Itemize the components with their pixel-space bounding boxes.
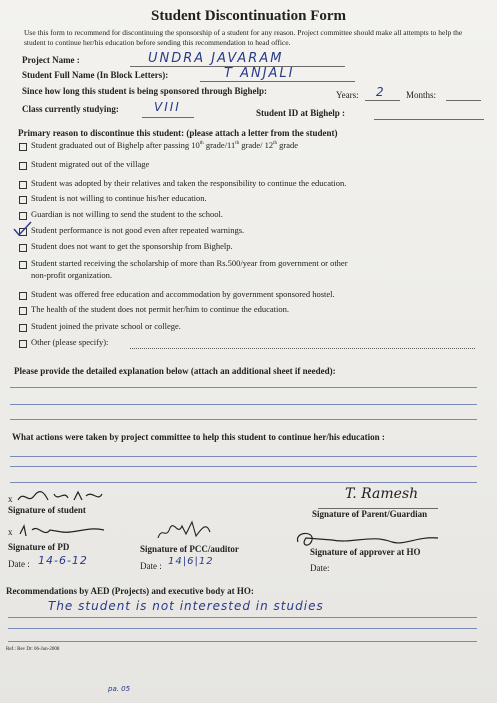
parent-signature: T. Ramesh (345, 486, 419, 502)
actions-label: What actions were taken by project committee to help this student to continue her/his education : (12, 432, 385, 442)
pcc-signature-label: Signature of PCC/auditor (140, 544, 239, 554)
pcc-date-label: Date : (140, 561, 162, 571)
reason-checkbox-health[interactable] (19, 307, 27, 315)
pd-x-mark: x (8, 527, 13, 537)
explanation-line-2[interactable] (10, 404, 477, 405)
pd-date-label: Date : (8, 559, 30, 569)
years-line (365, 100, 400, 101)
reason-not-willing-label: Student is not willing to continue his/her education. (31, 193, 207, 203)
actions-line-1[interactable] (10, 456, 477, 457)
reason-adopted-label: Student was adopted by their relatives and taken the responsibility to continue the education. (31, 178, 347, 188)
reason-health-label: The health of the student does not permit her/him to continue the education. (31, 304, 290, 314)
project-name-label: Project Name : (22, 55, 80, 65)
student-id-label: Student ID at Bighelp : (256, 108, 346, 118)
class-line (142, 117, 194, 118)
months-line (446, 100, 481, 101)
reason-checkbox-graduated[interactable] (19, 143, 27, 151)
recommendation-line-3[interactable] (8, 641, 477, 642)
footer-ref: Ref.: Rev Dt: 06-Jun-2008 (6, 647, 60, 652)
recommendation-line-2[interactable] (8, 628, 477, 629)
reason-graduated-label: Student graduated out of Bighelp after passing 10th grade/11th grade/ 12th grade (31, 140, 299, 150)
actions-line-3[interactable] (10, 482, 477, 483)
form-intro: Use this form to recommend for discontinuing the sponsorship of a student for any reason. Project committee should make all attempts to help the student to continue her/his education before sending this recommendation to head office. (24, 28, 463, 47)
pcc-signature (156, 518, 212, 544)
reason-checkbox-guardian[interactable] (19, 212, 27, 220)
approver-signature-label: Signature of approver at HO (310, 547, 421, 557)
reason-scholarship-label-cont: non-profit organization. (31, 270, 113, 280)
sponsored-label: Since how long this student is being sponsored through Bighelp: (22, 86, 267, 96)
recommendations-label: Recommendations by AED (Projects) and executive body at HO: (6, 586, 254, 596)
other-specify-line[interactable] (130, 348, 475, 349)
reason-checkbox-hostel[interactable] (19, 292, 27, 300)
pd-date-value[interactable]: 14-6-12 (38, 554, 88, 567)
reason-performance-label: Student performance is not good even after repeated warnings. (31, 225, 245, 235)
reason-other-label: Other (please specify): (31, 337, 109, 347)
reason-checkbox-not-willing[interactable] (19, 196, 27, 204)
pd-signature-label: Signature of PD (8, 542, 70, 552)
reason-no-sponsorship-label: Student does not want to get the sponsorship from Bighelp. (31, 241, 233, 251)
reason-checkbox-private-school[interactable] (19, 324, 27, 332)
reason-private-school-label: Student joined the private school or college. (31, 321, 181, 331)
reason-checkbox-other[interactable] (19, 340, 27, 348)
student-signature-label: Signature of student (8, 505, 86, 515)
student-name-value[interactable]: T ANJALI (224, 66, 295, 81)
class-value[interactable]: VIII (154, 100, 181, 114)
reason-checkbox-scholarship[interactable] (19, 261, 27, 269)
reason-migrated-label: Student migrated out of the village (31, 159, 150, 169)
project-name-value[interactable]: UNDRA JAVARAM (148, 51, 284, 66)
explanation-line-3[interactable] (10, 419, 477, 420)
recommendation-line-1[interactable] (8, 617, 477, 618)
months-label: Months: (406, 90, 437, 100)
student-name-label: Student Full Name (In Block Letters): (22, 70, 169, 80)
reason-checkbox-adopted[interactable] (19, 181, 27, 189)
reason-checkbox-no-sponsorship[interactable] (19, 244, 27, 252)
years-label: Years: (336, 90, 359, 100)
pd-signature (18, 520, 108, 542)
form-title: Student Discontinuation Form (150, 8, 347, 24)
approver-date-label: Date: (310, 563, 330, 573)
actions-line-2[interactable] (10, 466, 477, 467)
years-value[interactable]: 2 (376, 85, 386, 99)
reason-guardian-label: Guardian is not willing to send the student to the school. (31, 209, 223, 219)
student-name-line (200, 81, 355, 82)
explanation-line-1[interactable] (10, 387, 477, 388)
student-signature (16, 488, 104, 506)
reason-checkbox-migrated[interactable] (19, 162, 27, 170)
checkmark-icon (11, 220, 33, 238)
pcc-date-value[interactable]: 14|6|12 (168, 556, 214, 567)
reason-hostel-label: Student was offered free education and accommodation by government sponsored hostel. (31, 289, 335, 299)
student-x-mark: x (8, 494, 13, 504)
reasons-heading: Primary reason to discontinue this student: (please attach a letter from the student) (18, 128, 338, 138)
reason-scholarship-label: Student started receiving the scholarship of more than Rs.500/year from government or other (31, 258, 348, 268)
student-id-line (374, 119, 484, 120)
footer-page-note: pa. 05 (108, 685, 131, 693)
class-label: Class currently studying: (22, 104, 119, 114)
explanation-label: Please provide the detailed explanation below (attach an additional sheet if needed): (14, 366, 336, 376)
parent-signature-label: Signature of Parent/Guardian (312, 509, 428, 519)
recommendations-value[interactable]: The student is not interested in studies (48, 599, 324, 613)
